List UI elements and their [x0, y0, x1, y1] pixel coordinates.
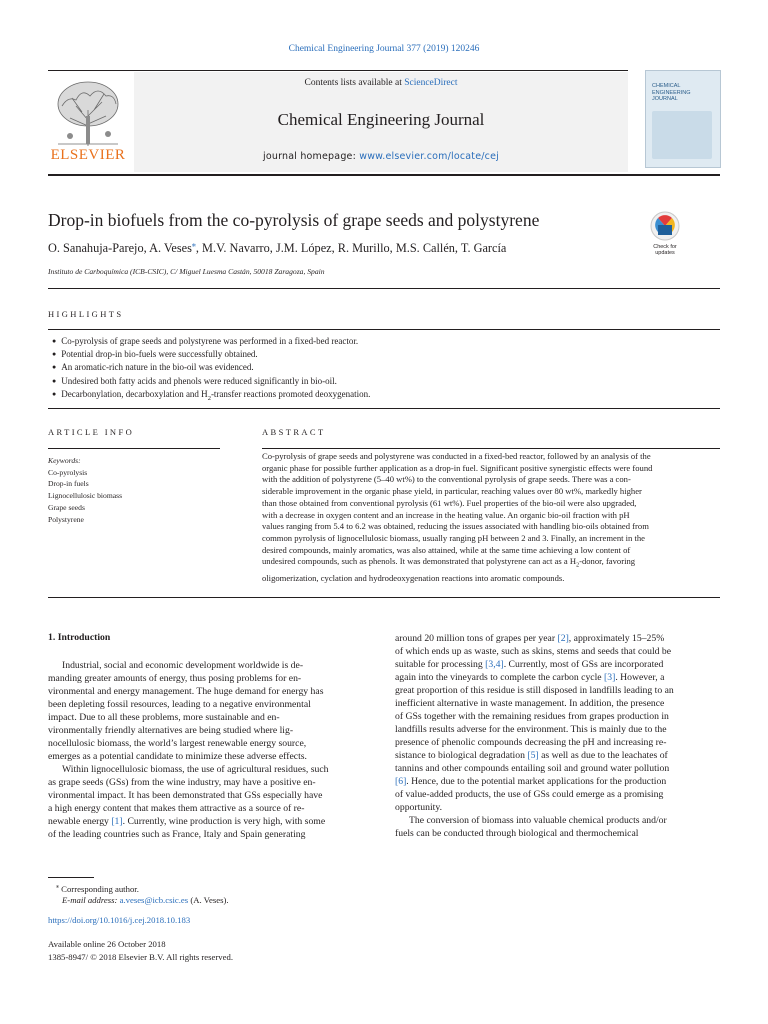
- body-line: opportunity.: [395, 802, 442, 814]
- body-line: presence of phenolic compounds decreasing the pH and increasing re-: [395, 737, 667, 749]
- body-line: as grape seeds (GSs) from the wine industry, may have a positive en-: [48, 777, 316, 789]
- doi-link[interactable]: https://doi.org/10.1016/j.cej.2018.10.183: [48, 915, 191, 925]
- body-line: of GSs together with the remaining residues from grapes production in: [395, 711, 669, 723]
- footnote-text: Corresponding author.: [61, 883, 139, 894]
- abstract-line: than those obtained from conventional pyrolysis (61 wt%). Fuel properties of the bio-oil were also upgraded,: [262, 497, 637, 508]
- highlights-rule: [48, 329, 720, 330]
- abstract-line: oligomerization, cyclation and hydrodeoxygenation reactions into aromatic compounds.: [262, 572, 565, 583]
- affiliation: Instituto de Carboquímica (ICB-CSIC), C/ Miguel Luesma Castán, 50018 Zaragoza, Spain: [48, 267, 325, 276]
- homepage-prefix: journal homepage:: [263, 151, 360, 162]
- available-online: Available online 26 October 2018: [48, 939, 166, 949]
- highlights-heading: HIGHLIGHTS: [48, 309, 124, 319]
- abstract-text-part: undesired compounds, such as phenols. It was demonstrated that polystyrene can act as a H: [262, 556, 577, 567]
- highlights-bottom-rule: [48, 408, 720, 409]
- abstract-line: siderable improvement in the organic phase yield, in particular, reaching values over 80 wt%, markedly higher: [262, 486, 642, 497]
- abstract-line: common pyrolysis of lignocellulosic biomass, usually ranging pH between 2 and 3. Finally, an increment in the: [262, 533, 645, 544]
- abstract-line: values ranging from 5.4 to 6.2 was obtained, reducing the issues associated with handling bio-oils obtained from: [262, 521, 649, 532]
- body-line: [395, 671, 720, 684]
- citation-link[interactable]: [2]: [557, 633, 569, 644]
- body-text: . Currently, most of GSs are incorporated: [503, 659, 664, 671]
- body-line: of the leading countries such as France, Italy and Spain generating: [48, 829, 306, 841]
- body-line: impact. Due to all these problems, more sustainable and en-: [48, 712, 280, 724]
- highlight-item: ● Potential drop-in bio-fuels were successfully obtained.: [52, 348, 712, 361]
- email-label: E-mail address:: [62, 895, 120, 905]
- body-line: tannins and other compounds entailing soil and ground water pollution: [395, 763, 670, 775]
- cover-title: CHEMICAL ENGINEERING JOURNAL: [652, 83, 691, 102]
- body-line: been depleting fossil resources, leading to a negative environmental: [48, 699, 311, 711]
- highlights-list: [52, 335, 712, 405]
- citation-link[interactable]: [1]: [111, 816, 123, 828]
- check-badge-label-2: updates: [655, 250, 675, 256]
- body-column-left: [48, 659, 373, 841]
- section-heading-introduction: 1. Introduction: [48, 632, 111, 643]
- body-line: manding greater amounts of energy, thus posing problems for en-: [48, 673, 302, 685]
- body-line: nocellulosic biomass, the world’s largest renewable energy source,: [48, 738, 307, 750]
- body-text: newable energy: [48, 816, 112, 828]
- email-link[interactable]: a.veses@icb.csic.es: [119, 895, 189, 905]
- citation-link[interactable]: [6]: [395, 776, 407, 788]
- body-line: inefficient alternative in waste management. In addition, the presence: [395, 698, 665, 710]
- abstract-line: with a decrease in oxygen content and an increase in the heating value. An organic bio-oil fraction with pH: [262, 509, 630, 520]
- abstract-line: organic phase for possible further application as a drop-in fuel. Significant positive synergistic effects were found: [262, 462, 653, 473]
- keywords-block: [48, 455, 218, 525]
- body-line: [48, 815, 373, 828]
- author-list: [48, 240, 506, 256]
- authors-rest: , M.V. Navarro, J.M. López, R. Murillo, M.S. Callén, T. García: [195, 241, 507, 256]
- body-line: [395, 632, 720, 645]
- journal-reference-link[interactable]: Chemical Engineering Journal 377 (2019) 120246: [288, 44, 480, 54]
- elsevier-wordmark: ELSEVIER: [50, 147, 126, 163]
- citation-link[interactable]: [5]: [527, 750, 539, 762]
- highlight-subscript: 2: [207, 394, 211, 402]
- citation-link[interactable]: [3]: [604, 672, 616, 684]
- highlight-text: -transfer reactions promoted deoxygenation.: [210, 388, 371, 399]
- abstract-text-part: -donor, favoring: [579, 556, 636, 567]
- article-info-heading: ARTICLE INFO: [48, 427, 135, 437]
- corresponding-author-mark[interactable]: ⁎: [191, 240, 196, 249]
- body-column-right: [395, 632, 720, 840]
- header-bottom-rule: [48, 174, 720, 176]
- contents-line: [134, 78, 628, 88]
- keyword: Drop-in fuels: [48, 479, 89, 489]
- body-line: Within lignocellulosic biomass, the use of agricultural residues, such: [62, 764, 329, 776]
- abstract-text: [262, 451, 719, 585]
- body-text: around 20 million tons of grapes per year: [395, 633, 558, 644]
- body-line: [395, 658, 720, 671]
- email-suffix: (A. Veses).: [188, 895, 229, 905]
- authors-first: O. Sanahuja-Parejo, A. Veses: [48, 241, 192, 256]
- abstract-line: Co-pyrolysis of grape seeds and polystyrene was conducted in a fixed-bed reactor, followed by an analysis of the: [262, 451, 651, 461]
- abstract-heading: ABSTRACT: [262, 427, 326, 437]
- abstract-line: [262, 556, 719, 572]
- journal-title: Chemical Engineering Journal: [277, 110, 485, 129]
- body-text: suitable for processing: [395, 659, 486, 671]
- body-line: landfills results adverse for the environment. This is mainly due to the: [395, 724, 667, 736]
- highlight-text: Decarbonylation, decarboxylation and H: [61, 388, 208, 399]
- footnote-mark: ⁎: [56, 884, 59, 890]
- copyright-line: 1385-8947/ © 2018 Elsevier B.V. All rights reserved.: [48, 952, 233, 962]
- check-for-updates-icon[interactable]: [646, 210, 684, 260]
- keywords-label: Keywords:: [48, 456, 81, 465]
- body-text: . However, a: [615, 672, 665, 684]
- keyword: Co-pyrolysis: [48, 467, 88, 477]
- keyword: Grape seeds: [48, 502, 85, 512]
- contents-prefix: Contents lists available at: [304, 78, 405, 88]
- sciencedirect-link[interactable]: ScienceDirect: [404, 78, 458, 88]
- body-line: vironmental and energy management. The huge demand for energy has: [48, 686, 324, 698]
- article-info-rule: [48, 448, 220, 449]
- email-footnote: [62, 894, 229, 907]
- abstract-subscript: 2: [576, 563, 580, 570]
- keyword: Lignocellulosic biomass: [48, 491, 123, 501]
- journal-cover-image: [645, 70, 721, 168]
- abstract-line: desired compounds, mainly aromatics, was also attained, while at the same time achieving a low content of: [262, 544, 631, 555]
- homepage-link[interactable]: www.elsevier.com/locate/cej: [359, 151, 499, 162]
- check-badge-label: Check for: [653, 244, 677, 250]
- body-line: emerges as a potential candidate to minimize these adverse effects.: [48, 751, 307, 763]
- body-line: The conversion of biomass into valuable chemical products and/or: [409, 815, 667, 827]
- elsevier-tree-logo-icon: [48, 76, 128, 146]
- body-line: fuels can be conducted through biological and thermochemical: [395, 828, 639, 840]
- body-line: great proportion of this residue is still disposed in landfills leading to an: [395, 685, 674, 697]
- body-line: a high energy content that makes them attractive as a source of re-: [48, 803, 305, 815]
- highlights-top-rule: [48, 288, 720, 289]
- body-line: [395, 775, 720, 788]
- body-text: . Hence, due to the potential market applications for the production: [406, 776, 667, 788]
- highlight-item: ● Undesired both fatty acids and phenols were reduced significantly in bio-oil.: [52, 375, 712, 388]
- body-line: of which ends up as waste, such as skins, stems and seeds that could be: [395, 646, 672, 658]
- abstract-line: with the addition of polystyrene (5–40 wt%) to the conventional pyrolysis of grape seeds. There was a con-: [262, 474, 631, 485]
- body-line: of value-added products, the use of GSs could emerge as a promising: [395, 789, 664, 801]
- body-text: . Currently, wine production is very high, with some: [122, 816, 326, 828]
- body-text: again into the vineyards to complete the carbon cycle: [395, 672, 605, 684]
- body-text: as well as due to the leachates of: [538, 750, 668, 762]
- body-line: vironmentally friendly alternatives are being studied where lig-: [48, 725, 294, 737]
- body-line: vironmental impact. It has been demonstrated that GSs especially have: [48, 790, 323, 802]
- highlight-item: ● Co-pyrolysis of grape seeds and polystyrene was performed in a fixed-bed reactor.: [52, 335, 712, 348]
- header-top-rule: [48, 70, 628, 71]
- highlight-item: ● An aromatic-rich nature in the bio-oil was evidenced.: [52, 361, 712, 374]
- body-line: Industrial, social and economic development worldwide is de-: [62, 660, 304, 671]
- cover-artwork: [652, 111, 712, 159]
- body-line: [395, 749, 720, 762]
- body-text: , approximately 15–25%: [568, 633, 665, 644]
- article-title: Drop-in biofuels from the co-pyrolysis of grape seeds and polystyrene: [48, 210, 540, 230]
- abstract-rule: [262, 448, 720, 449]
- keyword: Polystyrene: [48, 514, 84, 524]
- body-text: sistance to biological degradation: [395, 750, 528, 762]
- citation-link[interactable]: [3,4]: [485, 659, 504, 671]
- front-matter-bottom-rule: [48, 597, 720, 598]
- footnote-rule: [48, 877, 94, 878]
- highlight-item: [52, 388, 712, 405]
- journal-homepage-line: [134, 151, 628, 162]
